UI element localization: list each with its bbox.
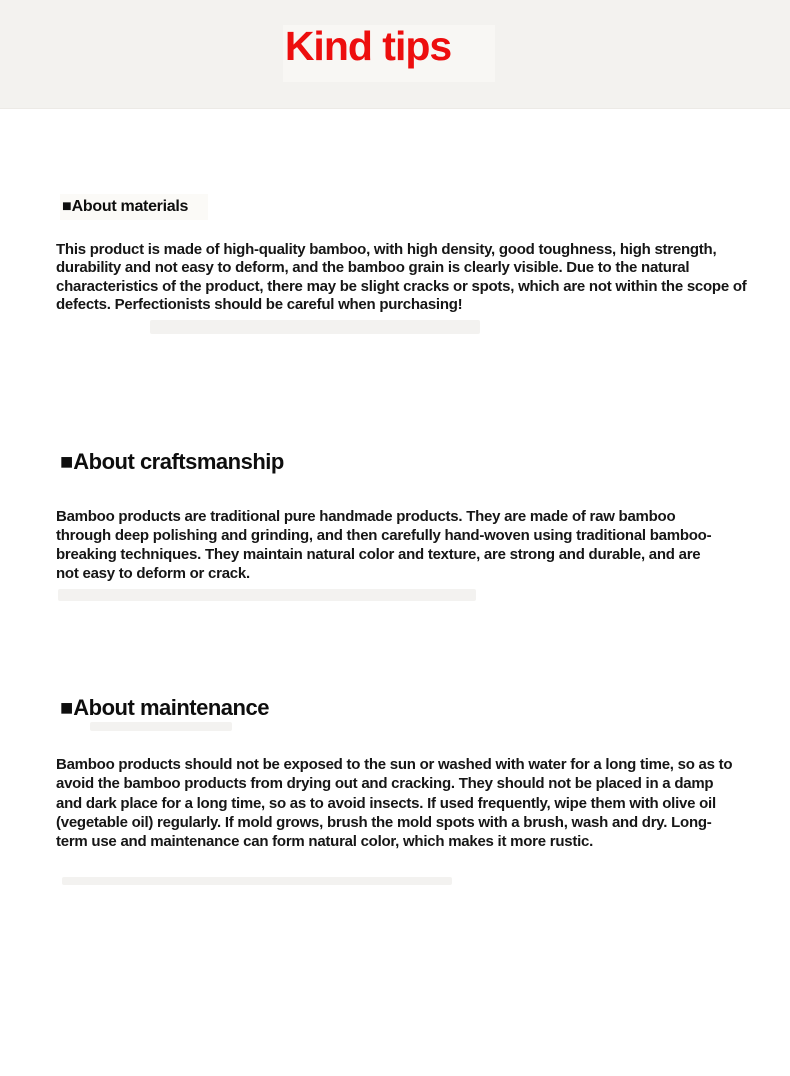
section-heading-label: About materials xyxy=(71,198,189,215)
section-body-materials: This product is made of high-quality bamboo, with high density, good toughness, high strength, durability and not easy to deform, and the bamboo grain is clearly visible. Due to the natural characteristics of the product, there may be slight cracks or spots, which are not within the scope of defects. Perfectionists should be careful when purchasing! xyxy=(56,241,747,313)
section-heading-label: About maintenance xyxy=(73,695,269,720)
section-body-maintenance: Bamboo products should not be exposed to the sun or washed with water for a long time, so as to avoid the bamboo products from drying out and cracking. They should not be placed in a damp and dark place for a long time, so as to avoid insects. If used frequently, wipe them with olive oil (vegetable oil) regularly. If mold grows, brush the mold spots with a brush, wash and dry. Long-term use and maintenance can form natural color, which makes it more rustic. xyxy=(56,756,733,851)
section-heading-materials xyxy=(60,194,208,220)
section-body-craftsmanship: Bamboo products are traditional pure handmade products. They are made of raw bamboo through deep polishing and grinding, and then carefully hand-woven using traditional bamboo-breaking techniques. They maintain natural color and texture, are strong and durable, and are not easy to deform or crack. xyxy=(56,508,712,582)
square-bullet-icon: ■ xyxy=(60,449,74,474)
section-heading-label: About craftsmanship xyxy=(73,449,284,474)
kind-tips-header xyxy=(0,0,790,109)
background-artifact xyxy=(62,877,452,885)
background-artifact xyxy=(90,722,232,731)
section-heading-craftsmanship xyxy=(60,447,284,477)
page-title: Kind tips xyxy=(284,23,452,69)
background-artifact xyxy=(150,320,480,334)
square-bullet-icon: ■ xyxy=(60,695,74,720)
square-bullet-icon: ■ xyxy=(62,198,72,215)
section-heading-maintenance xyxy=(60,693,269,723)
background-artifact xyxy=(58,589,476,601)
